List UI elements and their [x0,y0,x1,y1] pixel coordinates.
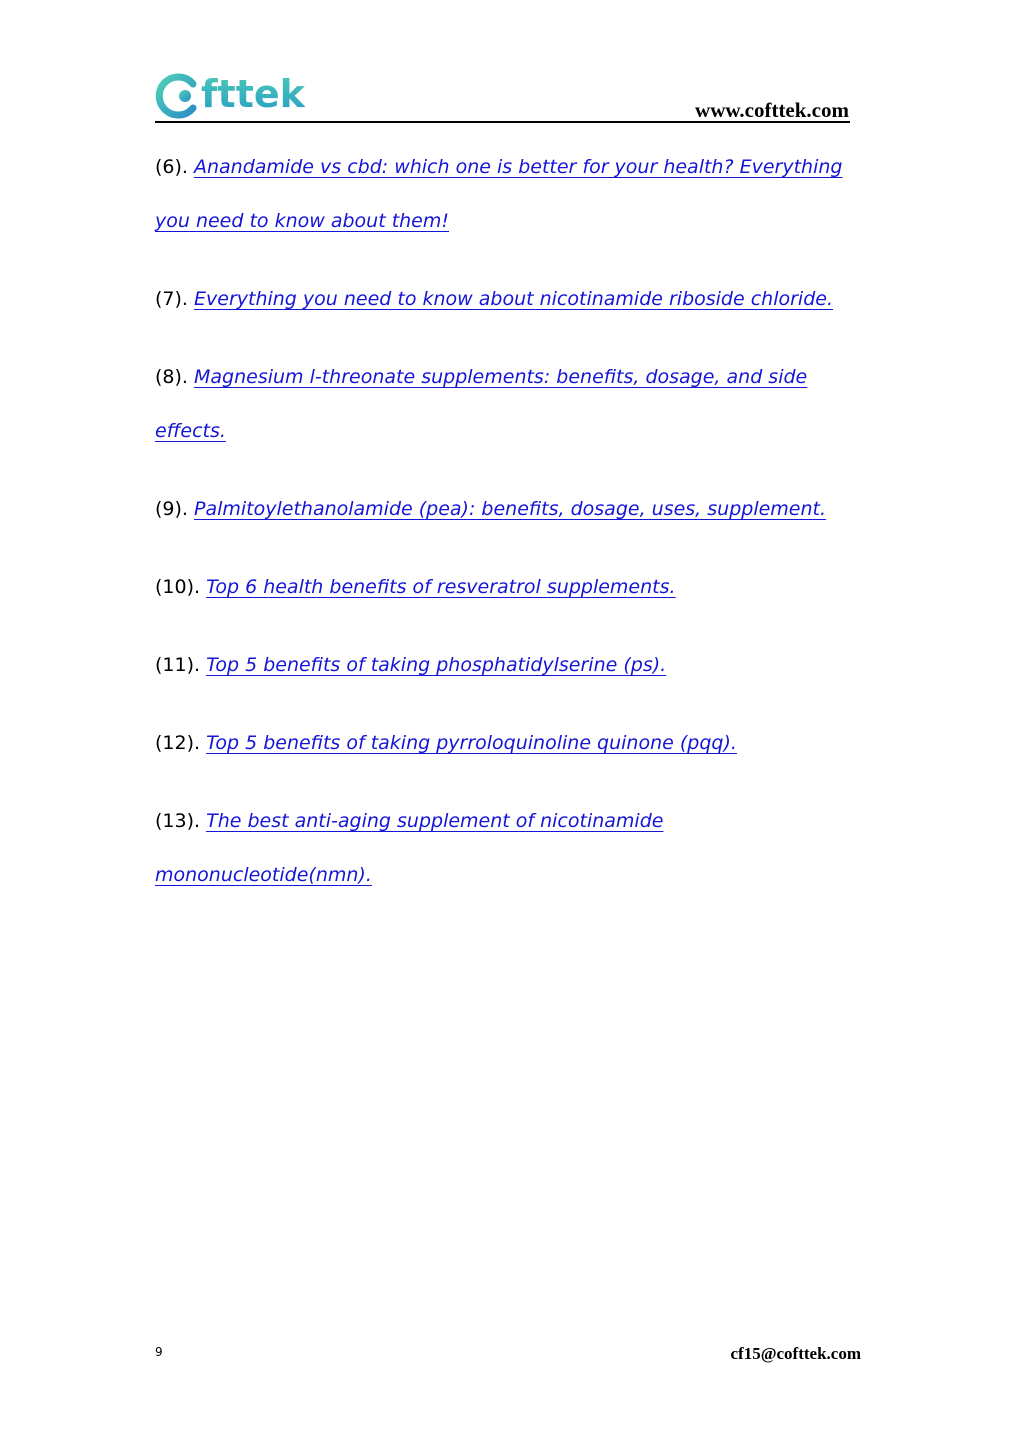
cofttek-logo [155,72,315,120]
list-item [155,794,875,902]
list-item [155,272,875,326]
item-number: (8). [155,366,188,388]
article-link[interactable]: Magnesium l-threonate supplements: benefits, dosage, and side effects. [155,366,808,442]
item-number: (13). [155,810,201,832]
item-number: (10). [155,576,201,598]
website-url: www.cofttek.com [695,98,849,122]
list-item [155,350,875,458]
logo-c-mark-icon [155,72,203,120]
item-number: (11). [155,654,201,676]
article-link[interactable]: Palmitoylethanolamide (pea): benefits, dosage, uses, supplement. [194,498,827,520]
list-item [155,140,875,248]
item-number: (6). [155,156,188,178]
header-divider [155,121,850,123]
list-item [155,482,875,536]
list-item [155,560,875,614]
footer-email: cf15@cofttek.com [730,1344,861,1363]
item-number: (12). [155,732,201,754]
article-link[interactable]: Anandamide vs cbd: which one is better for your health? Everything you need to know about them! [155,156,843,232]
item-number: (9). [155,498,188,520]
logo-wordmark: fttek [201,72,305,116]
article-link[interactable]: Top 5 benefits of taking pyrroloquinoline quinone (pqq). [206,732,737,754]
article-link[interactable]: Top 5 benefits of taking phosphatidylserine (ps). [206,654,667,676]
article-link[interactable]: Top 6 health benefits of resveratrol supplements. [206,576,676,598]
article-link[interactable]: The best anti-aging supplement of nicotinamide mononucleotide(nmn). [155,810,664,886]
list-item [155,638,875,692]
page-number: 9 [155,1345,163,1359]
list-item [155,716,875,770]
article-link[interactable]: Everything you need to know about nicotinamide riboside chloride. [194,288,833,310]
item-number: (7). [155,288,188,310]
link-list [155,140,875,926]
